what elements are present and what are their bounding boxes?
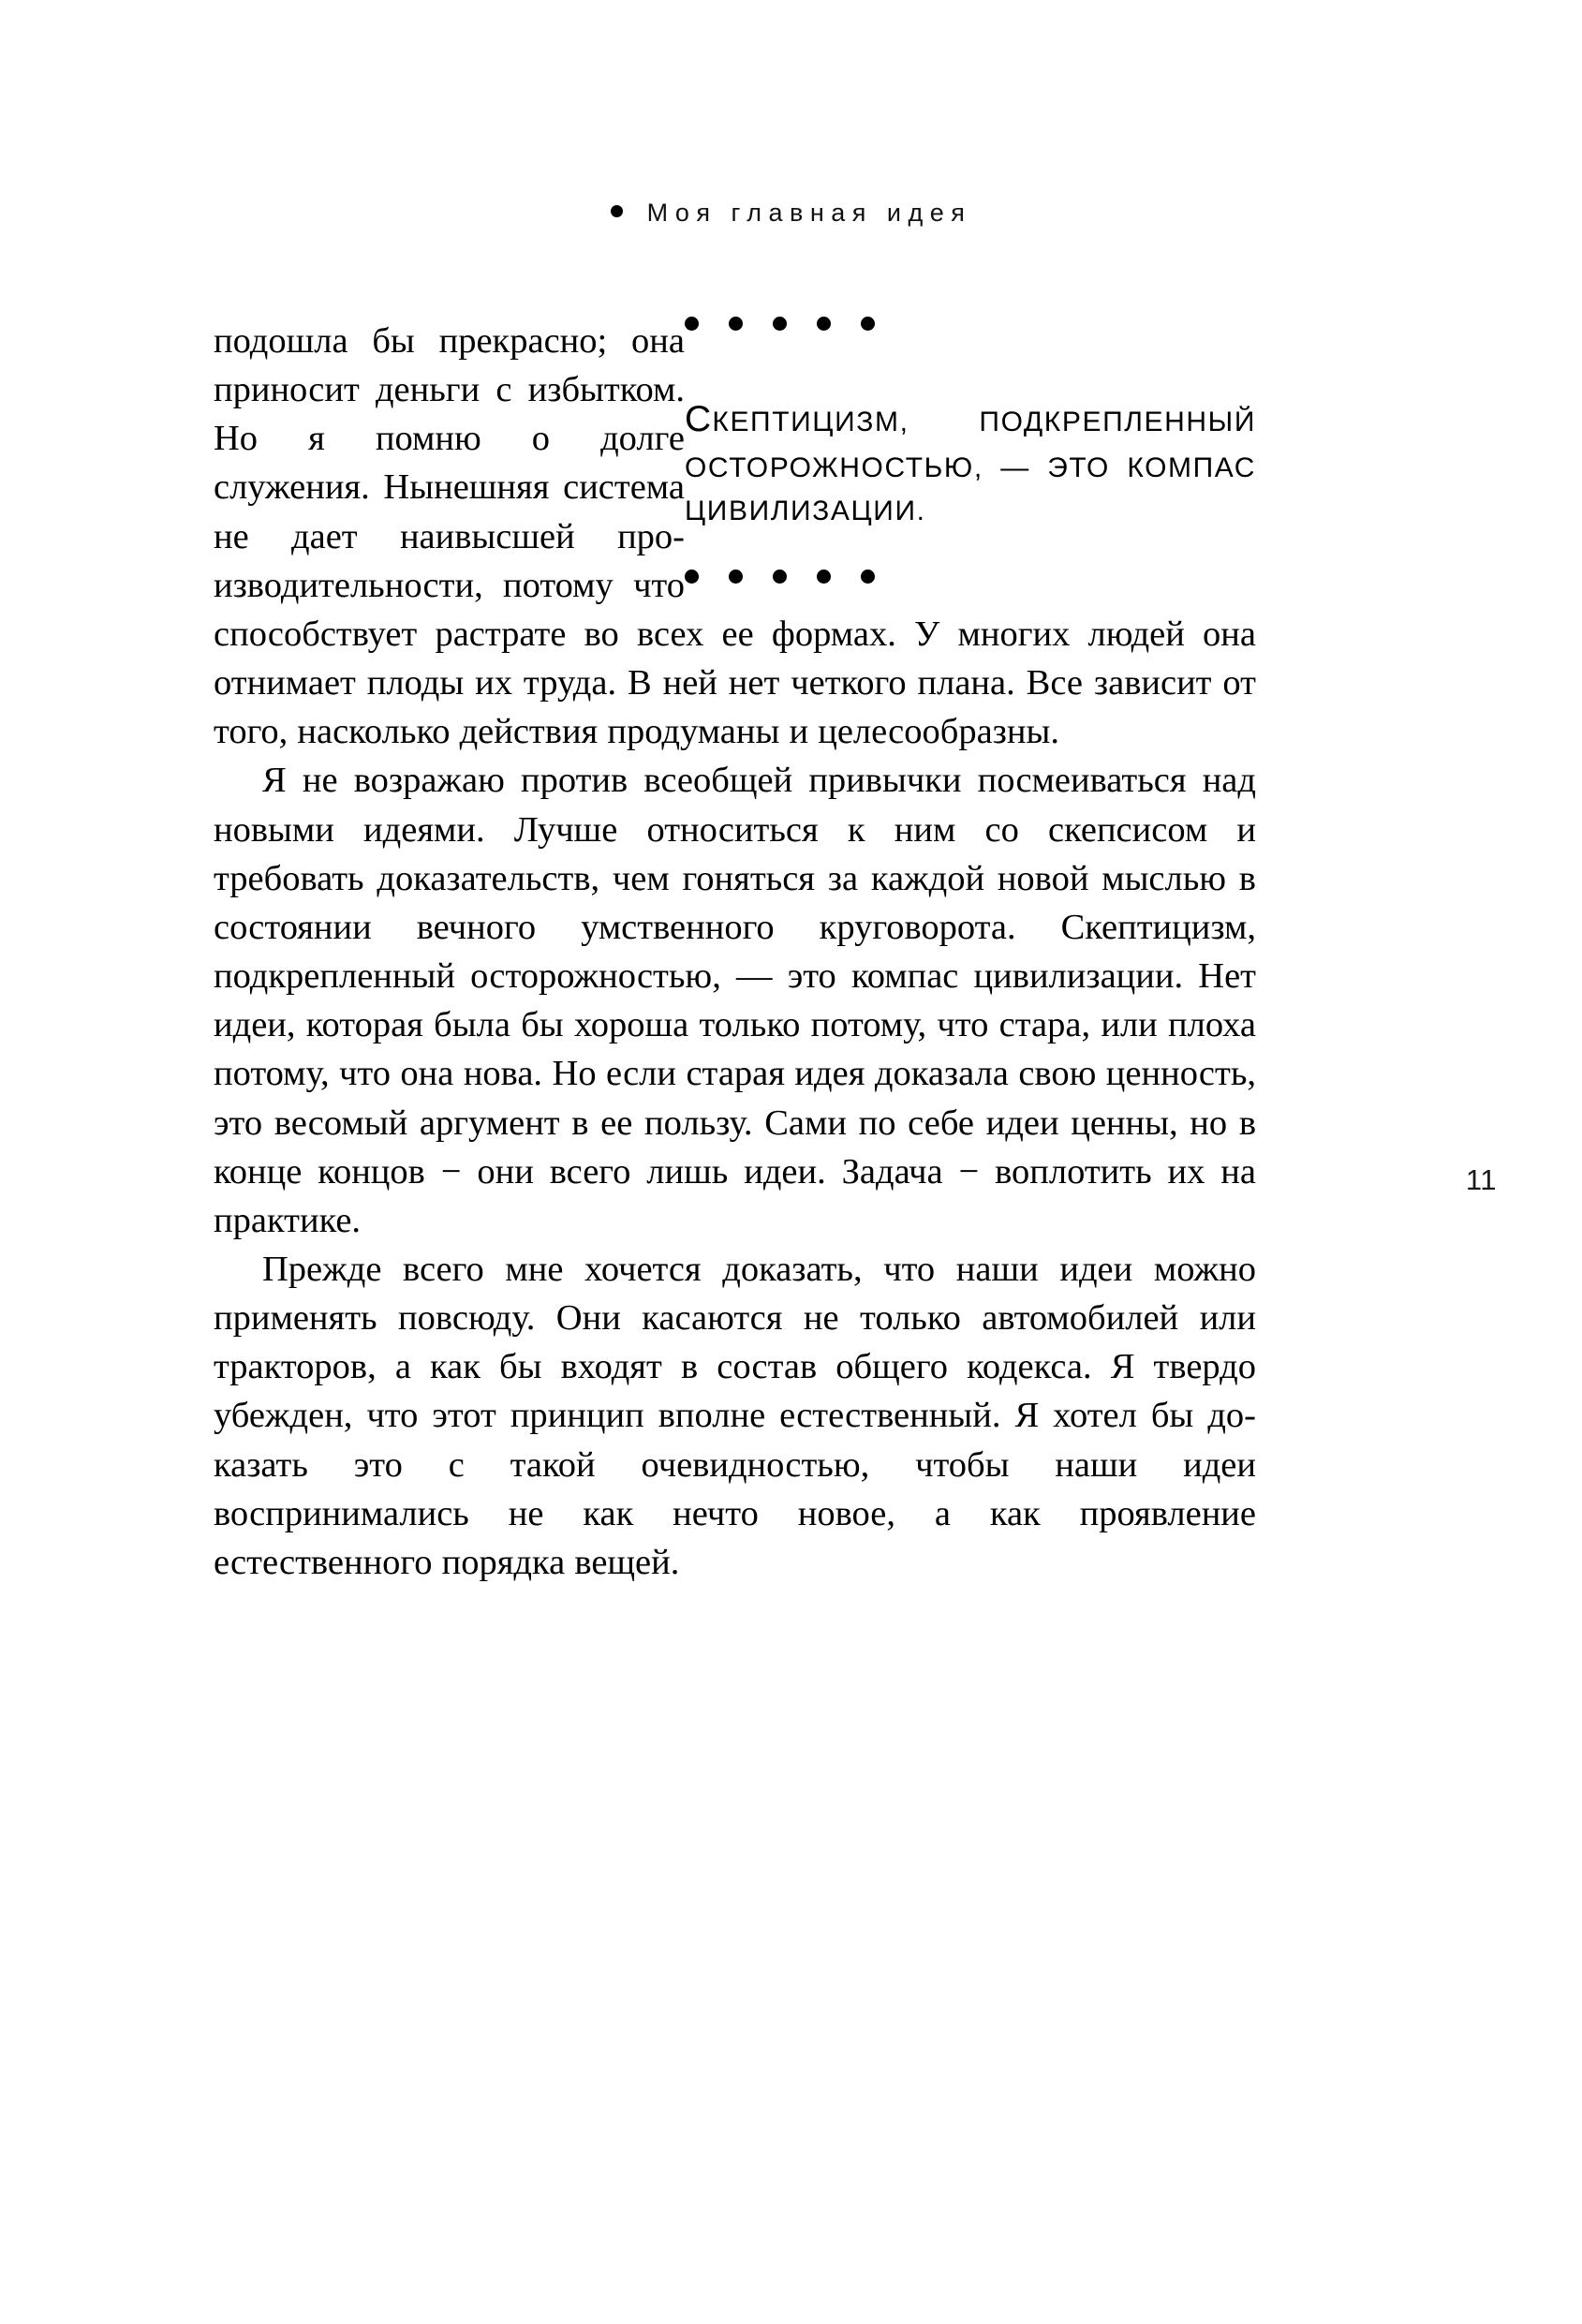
pull-quote-text: [685, 392, 1256, 532]
pull-quote-rule-top: [685, 317, 1256, 348]
paragraph: Я не возражаю против всеобщей привычки посмеиваться над новыми идеями. Лучше относиться к ним со скепсисом и требовать доказательств, чем гоняться за каждой новой мыслью в состоянии вечного умственного круговорота. Скептицизм, подкрепленный осторожностью, — это компас цивилизации. Нет идеи, которая была бы хороша только потому, что стара, или плоха потому, что она нова. Но если старая идея доказала свою ценность, это весомый аргумент в ее пользу. Сами по себе идеи ценны, но в конце концов − они всего лишь идеи. Задача − воплотить их на практике.: [214, 761, 1256, 1240]
running-header: [0, 199, 1582, 228]
bullet-dot-icon: [861, 570, 875, 584]
bullet-dot-icon: [773, 570, 787, 584]
bullet-dot-icon: [611, 205, 623, 217]
bullet-dot-icon: [817, 317, 831, 331]
paragraph: подошла бы прекрасно; она приносит деньги с избытком. Но я помню о долге служения. Нынешняя система не дает наивысшей производительности, потому что способствует растрате во всех ее формах. У многих людей она отнимает плоды их труда. В ней нет четкого плана. Все зависит от того, насколько действия продуманы и целесообразны.: [214, 321, 1256, 752]
paragraph: Прежде всего мне хочется доказать, что наши идеи можно применять повсюду. Они касаются не только автомобилей или тракторов, а как бы входят в состав общего кодекса. Я твердо убежден, что этот принцип вполне естественный. Я хотел бы доказать это с такой очевидностью, чтобы наши идеи воспринимались не как нечто новое, а как проявление естественного порядка вещей.: [214, 1249, 1256, 1582]
bullet-dot-icon: [729, 317, 743, 331]
pull-quote-body: КЕПТИЦИЗМ, ПОДКРЕПЛЕННЫЙ ОСТОРОЖНОСТЬЮ, — ЭТО КОМПАС ЦИВИЛИЗАЦИИ.: [685, 407, 1256, 526]
bullet-dot-icon: [817, 570, 831, 584]
bullet-dot-icon: [685, 570, 699, 584]
page-number: 11: [1465, 1163, 1497, 1196]
bullet-dot-icon: [685, 317, 699, 331]
pull-quote: [685, 317, 1256, 601]
pull-quote-rule-bottom: [685, 570, 1256, 601]
bullet-dot-icon: [773, 317, 787, 331]
text-block: [214, 317, 1256, 1587]
pull-quote-initial: С: [685, 399, 713, 439]
bullet-dot-icon: [861, 317, 875, 331]
running-header-title: Моя главная идея: [646, 199, 972, 227]
bullet-dot-icon: [729, 570, 743, 584]
